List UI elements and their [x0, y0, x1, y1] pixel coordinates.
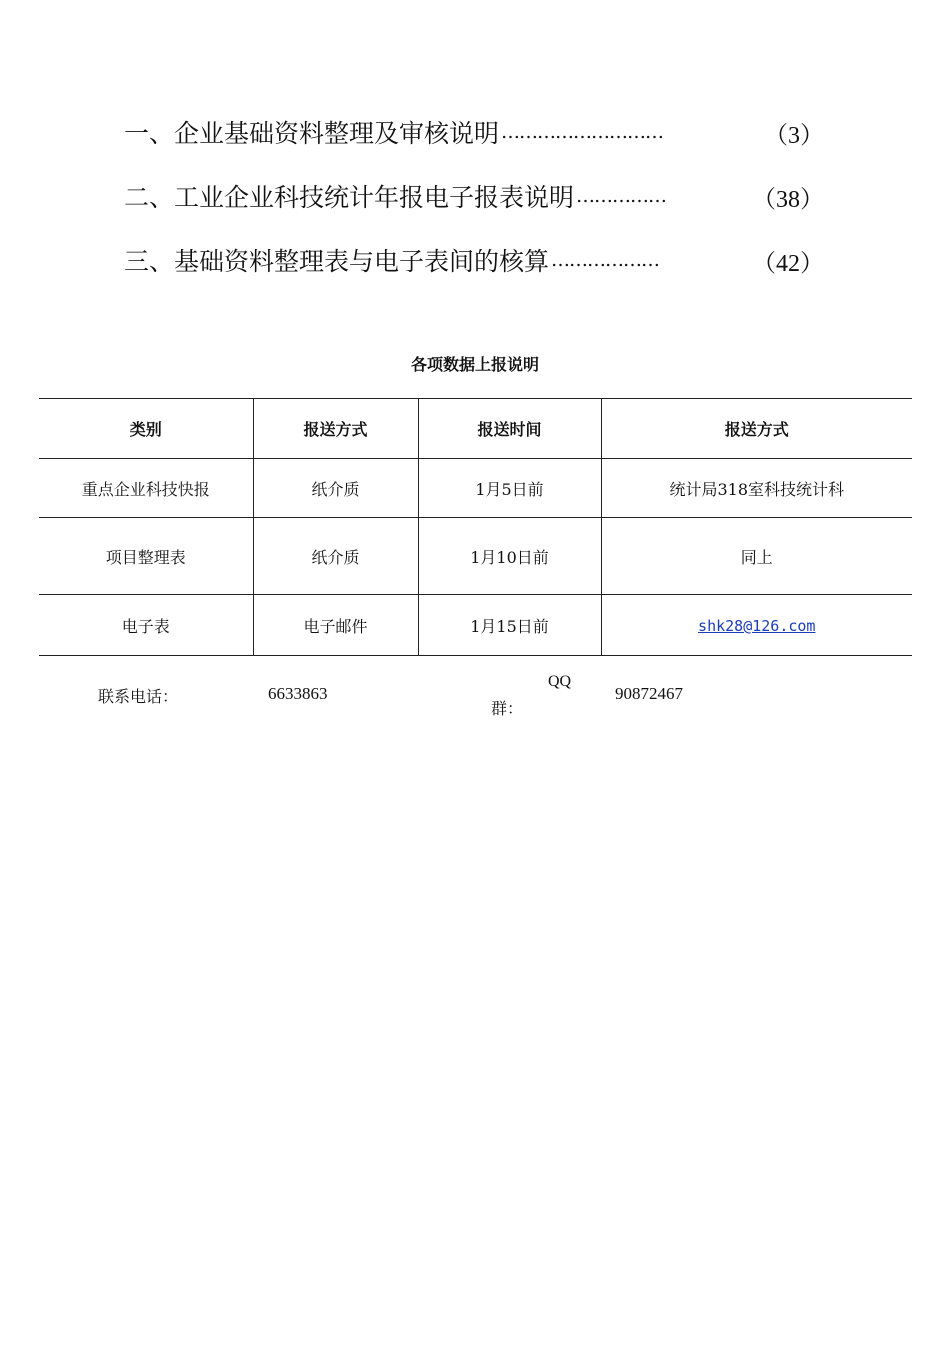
toc-entry-title: 一、企业基础资料整理及审核说明: [124, 119, 500, 148]
header-category: 类别: [39, 399, 253, 459]
table-cell: 电子表: [39, 595, 253, 656]
toc-page-number: （42）: [752, 250, 824, 277]
table-cell: [601, 595, 912, 656]
phone-number: 6633863: [268, 684, 328, 703]
email-link[interactable]: shk28@126.com: [698, 616, 816, 635]
table-cell: 电子邮件: [253, 595, 418, 656]
table-cell: 同上: [601, 518, 912, 595]
table-row: [39, 595, 912, 656]
toc-entry-1[interactable]: [124, 112, 824, 152]
table-cell: 纸介质: [253, 459, 418, 518]
toc-page-number: （38）: [752, 186, 824, 213]
table-cell: 项目整理表: [39, 518, 253, 595]
toc-leader-dots: ………………: [551, 249, 660, 271]
report-table: [39, 398, 912, 656]
toc-entry-3[interactable]: [124, 240, 824, 280]
table-row: [39, 459, 912, 518]
header-method: 报送方式: [253, 399, 418, 459]
table-cell: 1月10日前: [418, 518, 601, 595]
qq-label: QQ: [548, 673, 572, 690]
table-row: [39, 518, 912, 595]
section-title: 各项数据上报说明: [410, 355, 539, 374]
header-deadline: 报送时间: [418, 399, 601, 459]
table-cell: 1月15日前: [418, 595, 601, 656]
table-cell: 纸介质: [253, 518, 418, 595]
toc-entry-2[interactable]: [124, 176, 824, 216]
phone-label: 联系电话：: [98, 687, 179, 706]
toc-entry-title: 二、工业企业科技统计年报电子报表说明: [124, 183, 575, 212]
toc-entry-title: 三、基础资料整理表与电子表间的核算: [124, 247, 550, 276]
header-destination: 报送方式: [601, 399, 912, 459]
toc-page-number: （3）: [764, 122, 824, 149]
table-cell: 1月5日前: [418, 459, 601, 518]
toc-leader-dots: ……………: [576, 185, 667, 207]
table-cell: 统计局318室科技统计科: [601, 459, 912, 518]
table-of-contents: [124, 112, 824, 304]
table-header-row: [39, 399, 912, 459]
toc-leader-dots: ………………………: [501, 121, 664, 143]
table-cell: 重点企业科技快报: [39, 459, 253, 518]
qq-group-label: 群：: [491, 699, 524, 718]
qq-group-number: 90872467: [615, 684, 683, 703]
